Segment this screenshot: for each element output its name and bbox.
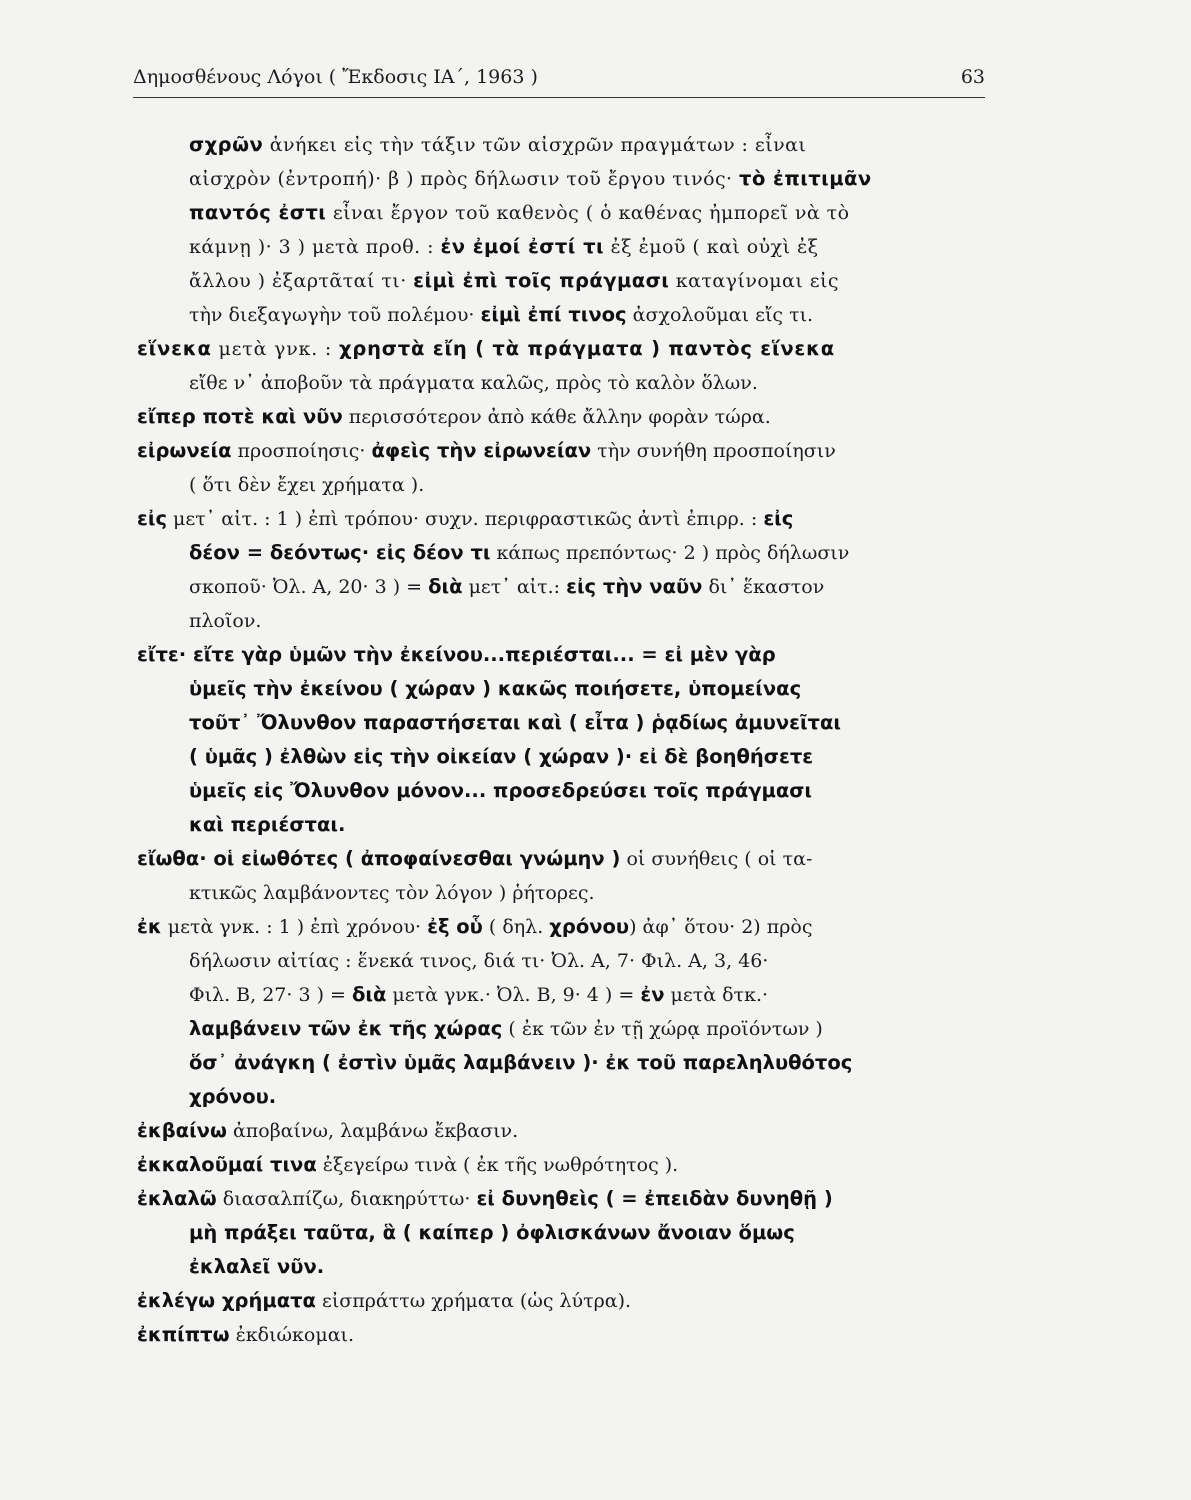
- running-head: [133, 66, 985, 94]
- headword: ἐκλαλῶ: [137, 1187, 217, 1210]
- entry-phrase: δέον = δεόντως· εἰς δέον τι: [189, 541, 491, 564]
- glossary-line: [137, 264, 989, 298]
- definition-text: Φιλ. Β, 27· 3 ) =: [189, 984, 352, 1006]
- definition-text: τὴν διεξαγωγὴν τοῦ πολέμου·: [189, 304, 481, 326]
- glossary-line: [137, 944, 989, 978]
- entry-phrase: ὑμεῖς τὴν ἐκείνου ( χώραν ) κακῶς ποιήσετε, ὑπομείνας: [189, 677, 802, 700]
- definition-text: περισσότερον ἀπὸ κάθε ἄλλην φορὰν τώρα.: [342, 406, 771, 428]
- header-rule: [133, 97, 985, 98]
- definition-text: ( δηλ.: [482, 916, 550, 938]
- entry-phrase: εἰ δυνηθεὶς ( = ἐπειδὰν δυνηθῇ ): [476, 1187, 833, 1210]
- definition-text: οἱ συνήθεις ( οἱ τα-: [620, 848, 813, 870]
- definition-text: μετὰ γνκ. :: [211, 338, 339, 360]
- glossary-line: [137, 298, 989, 332]
- entry-phrase: εἰμὶ ἐπὶ τοῖς πράγμασι: [413, 269, 670, 292]
- entry-phrase: σχρῶν: [189, 133, 264, 156]
- entry-phrase: ἐκλαλεῖ νῦν.: [189, 1255, 325, 1278]
- entry-phrase: τοῦτ᾿ Ὄλυνθον παραστήσεται καὶ ( εἶτα ) ῥᾳδίως ἀμυνεῖται: [189, 711, 841, 734]
- entry-phrase: ἀφεὶς τὴν εἰρωνείαν: [371, 439, 592, 462]
- glossary-line: [137, 162, 989, 196]
- definition-text: ) ἀφ᾿ ὅτου· 2) πρὸς: [629, 916, 813, 938]
- headword: ἐκπίπτω: [137, 1323, 230, 1346]
- definition-text: ἐξ ἐμοῦ ( καὶ οὐχὶ ἐξ: [604, 236, 819, 258]
- entry-phrase: διὰ: [428, 575, 463, 598]
- headword: εἴπερ ποτὲ καὶ νῦν: [137, 405, 343, 428]
- glossary-line: [137, 876, 989, 910]
- glossary-line: [137, 434, 989, 468]
- glossary-line: [137, 1080, 989, 1114]
- entry-phrase: ἐν ἐμοί ἐστί τι: [440, 235, 605, 258]
- entry-phrase: λαμβάνειν τῶν ἐκ τῆς χώρας: [189, 1017, 503, 1040]
- entry-phrase: τὸ ἐπιτιμᾶν: [739, 167, 872, 190]
- glossary-line: [137, 1216, 989, 1250]
- glossary-line: [137, 1182, 989, 1216]
- glossary-line: [137, 1114, 989, 1148]
- definition-text: ( ἐκ τῶν ἐν τῇ χώρᾳ προϊόντων ): [502, 1018, 823, 1040]
- running-head-title: Δημοσθένους Λόγοι ( Ἔκδοσις ΙΑ΄, 1963 ): [133, 66, 538, 88]
- definition-text: καταγίνομαι εἰς: [669, 270, 839, 292]
- headword: εἰρωνεία: [137, 439, 232, 462]
- glossary-line: [137, 978, 989, 1012]
- definition-text: κάπως πρεπόντως· 2 ) πρὸς δήλωσιν: [490, 542, 850, 564]
- entry-phrase: ἐξ οὗ: [427, 915, 483, 938]
- entry-phrase: παντός ἐστι: [189, 201, 327, 224]
- entry-phrase: χρηστὰ εἴη ( τὰ πράγματα ) παντὸς εἵνεκα: [338, 337, 835, 360]
- glossary-line: [137, 740, 989, 774]
- glossary-line: [137, 774, 989, 808]
- glossary-line: [137, 672, 989, 706]
- definition-text: αἰσχρὸν (ἐντροπή)· β ) πρὸς δήλωσιν τοῦ ἔργου τινός·: [189, 168, 740, 190]
- glossary-line: [137, 536, 989, 570]
- glossary-line: [137, 570, 989, 604]
- page-number: 63: [960, 66, 985, 88]
- definition-text: δι᾿ ἕκαστον: [702, 576, 825, 598]
- definition-text: μετὰ γνκ. : 1 ) ἐπὶ χρόνου·: [161, 916, 428, 938]
- glossary-line: [137, 706, 989, 740]
- definition-text: ( ὅτι δὲν ἔχει χρήματα ).: [189, 474, 425, 496]
- headword: εἵνεκα: [137, 337, 212, 360]
- definition-text: εἰσπράττω χρήματα (ὡς λύτρα).: [315, 1290, 632, 1312]
- definition-text: δήλωσιν αἰτίας : ἕνεκά τινος, διά τι· Ὀλ. Α, 7· Φιλ. Α, 3, 46·: [189, 950, 769, 972]
- headword: ἐκλέγω χρήματα: [137, 1289, 316, 1312]
- definition-text: σκοποῦ· Ὀλ. Α, 20· 3 ) =: [189, 576, 429, 598]
- definition-text: μετὰ δτκ.·: [664, 984, 769, 1006]
- entry-phrase: ( ὑμᾶς ) ἐλθὼν εἰς τὴν οἰκείαν ( χώραν )· εἰ δὲ βοηθήσετε: [189, 745, 814, 768]
- entry-phrase: χρόνου: [549, 915, 630, 938]
- headword: εἴωθα· οἱ εἰωθότες ( ἀποφαίνεσθαι γνώμην ): [137, 847, 621, 870]
- entry-phrase: διὰ: [351, 983, 387, 1006]
- entry-phrase: μὴ πράξει ταῦτα, ἃ ( καίπερ ) ὀφλισκάνων ἄνοιαν ὅμως: [189, 1221, 795, 1244]
- glossary-line: [137, 128, 989, 162]
- entry-phrase: εἰς: [763, 507, 794, 530]
- headword: ἐκβαίνω: [137, 1119, 227, 1142]
- definition-text: μετ᾿ αἰτ.:: [462, 576, 567, 598]
- definition-text: κάμνῃ )· 3 ) μετὰ προθ. :: [189, 236, 441, 258]
- glossary-line: [137, 842, 989, 876]
- entry-phrase: χρόνου.: [189, 1085, 277, 1108]
- glossary-line: [137, 604, 989, 638]
- definition-text: μετὰ γνκ.· Ὀλ. Β, 9· 4 ) =: [386, 984, 641, 1006]
- definition-text: εἶναι ἔργον τοῦ καθενὸς ( ὁ καθένας ἠμπορεῖ νὰ τὸ: [326, 202, 850, 224]
- entry-phrase: ἐν: [640, 983, 665, 1006]
- glossary-line: [137, 196, 989, 230]
- definition-text: διασαλπίζω, διακηρύττω·: [216, 1188, 477, 1210]
- glossary-body: [137, 128, 989, 1352]
- glossary-line: [137, 1046, 989, 1080]
- glossary-line: [137, 332, 989, 366]
- glossary-line: [137, 230, 989, 264]
- definition-text: ἄλλου ) ἐξαρτᾶταί τι·: [189, 270, 414, 292]
- glossary-line: [137, 1012, 989, 1046]
- glossary-line: [137, 808, 989, 842]
- definition-text: προσποίησις·: [231, 440, 372, 462]
- headword: ἐκκαλοῦμαί τινα: [137, 1153, 317, 1176]
- entry-phrase: ὑμεῖς εἰς Ὄλυνθον μόνον... προσεδρεύσει τοῖς πράγμασι: [189, 779, 813, 802]
- definition-text: ἐκδιώκομαι.: [229, 1324, 355, 1346]
- definition-text: κτικῶς λαμβάνοντες τὸν λόγον ) ῥήτορες.: [189, 882, 595, 904]
- definition-text: ἀνήκει εἰς τὴν τάξιν τῶν αἰσχρῶν πραγμάτων : εἶναι: [263, 134, 807, 156]
- glossary-line: [137, 502, 989, 536]
- definition-text: ἐξεγείρω τινὰ ( ἐκ τῆς νωθρότητος ).: [316, 1154, 679, 1176]
- definition-text: ἀποβαίνω, λαμβάνω ἔκβασιν.: [226, 1120, 519, 1142]
- definition-text: εἴθε ν᾿ ἀποβοῦν τὰ πράγματα καλῶς, πρὸς τὸ καλὸν ὅλων.: [189, 372, 758, 394]
- headword: εἰς: [137, 507, 168, 530]
- definition-text: μετ᾿ αἰτ. : 1 ) ἐπὶ τρόπου· συχν. περιφραστικῶς ἀντὶ ἐπιρρ. :: [167, 508, 764, 530]
- glossary-line: [137, 1148, 989, 1182]
- glossary-line: [137, 1250, 989, 1284]
- entry-phrase: ὅσ᾿ ἀνάγκη ( ἐστὶν ὑμᾶς λαμβάνειν )· ἐκ τοῦ παρεληλυθότος: [189, 1051, 853, 1074]
- entry-phrase: εἰς τὴν ναῦν: [566, 575, 703, 598]
- entry-phrase: εἴτε· εἴτε γὰρ ὑμῶν τὴν ἐκείνου...περιέσται... = εἰ μὲν γὰρ: [137, 643, 776, 666]
- glossary-line: [137, 638, 989, 672]
- headword: ἐκ: [137, 915, 162, 938]
- glossary-line: [137, 366, 989, 400]
- glossary-line: [137, 400, 989, 434]
- entry-phrase: εἰμὶ ἐπί τινος: [480, 303, 627, 326]
- glossary-line: [137, 1318, 989, 1352]
- definition-text: πλοῖον.: [189, 610, 262, 632]
- definition-text: τὴν συνήθη προσποίησιν: [591, 440, 836, 462]
- definition-text: ἀσχολοῦμαι εἴς τι.: [626, 304, 814, 326]
- glossary-line: [137, 910, 989, 944]
- glossary-line: [137, 1284, 989, 1318]
- entry-phrase: καὶ περιέσται.: [189, 813, 346, 836]
- glossary-line: [137, 468, 989, 502]
